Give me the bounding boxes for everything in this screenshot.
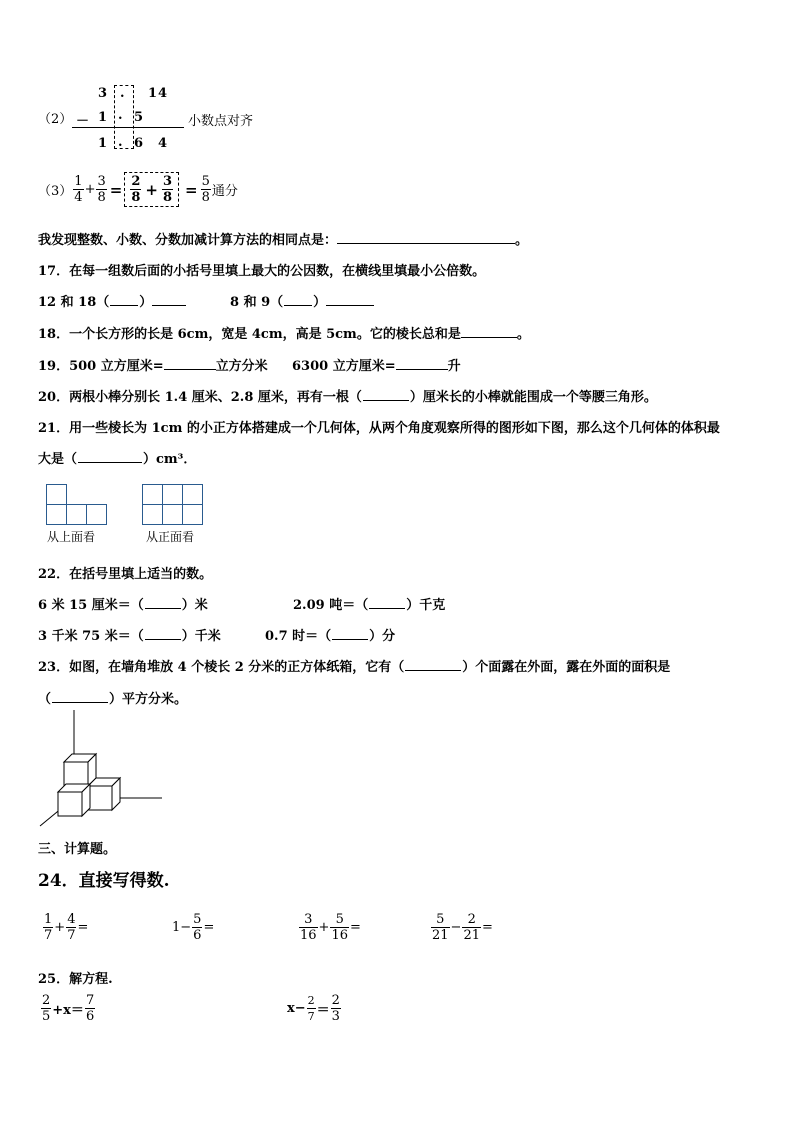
q20-question: 20．两根小棒分别长 1.4 厘米、2.8 厘米，再有一根（ ）厘米长的小棒就能围成一个等腰三角形。 <box>38 390 657 405</box>
item2-r2-dot: . <box>118 108 123 123</box>
item3-label: （3） <box>38 184 73 199</box>
discovery-line: 我发现整数、小数、分数加减计算方法的相同点是： 。 <box>38 229 528 248</box>
q24-title: 24．直接写得数. <box>38 871 170 891</box>
q22-question: 22．在括号里填上适当的数。 <box>38 567 213 582</box>
item3-box-plus: + <box>145 180 158 199</box>
item3-box-fraction-1: $\frac{2}{8}$ <box>131 174 141 205</box>
q22-item-a: 6 米 15 厘米＝（ ）米 <box>38 598 208 613</box>
item3-box-fraction-2: $\frac{3}{8}$ <box>162 174 172 205</box>
q25-equation-1: $\frac{2}{5}$ +x＝ $\frac{7}{6}$ <box>42 993 95 1024</box>
section-3-heading: 三、计算题。 <box>38 842 117 857</box>
item2-label: （2） <box>38 112 73 127</box>
q21-front-view-cell <box>182 484 203 505</box>
item2-r2-d3: 5 <box>134 110 144 125</box>
q17-gcd-blank-a[interactable] <box>110 293 138 306</box>
item2-r3-d3: 6 <box>134 136 144 151</box>
item2-r3-d4: 4 <box>158 136 168 151</box>
q23-question-line2: （ ）平方分米。 <box>38 692 188 707</box>
q23-answer-blank-area[interactable] <box>52 690 108 703</box>
q22-answer-blank-c[interactable] <box>145 627 181 640</box>
q24-expression-3: $\frac{3}{16}$ + $\frac{5}{16}$ = <box>300 912 361 943</box>
discovery-text: 我发现整数、小数、分数加减计算方法的相同点是： <box>38 233 338 248</box>
q21-front-view-cell <box>142 484 163 505</box>
q22-answer-blank-b[interactable] <box>369 596 405 609</box>
q21-top-view-cell <box>46 504 67 525</box>
q25-title: 25．解方程. <box>38 972 113 987</box>
q21-top-view-cell <box>66 504 87 525</box>
q17-gcd-blank-b[interactable] <box>284 293 312 306</box>
item3-result-fraction: $\frac{5}{8}$ <box>201 174 210 205</box>
item2-r3-d1: 1 <box>98 136 108 151</box>
discovery-answer-blank[interactable] <box>337 229 515 244</box>
q23-corner-cubes-figure <box>36 708 166 830</box>
item3-fraction-1: $\frac{1}{4}$ <box>74 174 83 205</box>
item3-block <box>38 172 238 207</box>
q18-answer-blank[interactable] <box>461 323 517 338</box>
q21-front-view-label: 从正面看 <box>146 530 195 544</box>
q24-expression-1: $\frac{1}{7}$ + $\frac{4}{7}$ = <box>44 912 89 943</box>
item2-minus: － <box>76 114 90 129</box>
q18-question: 18．一个长方形的长是 6cm，宽是 4cm，高是 5cm。它的棱长总和是 。 <box>38 323 530 342</box>
q20-answer-blank[interactable] <box>363 388 409 401</box>
q21-question-line1: 21．用一些棱长为 1cm 的小正方体搭建成一个几何体，从两个角度观察所得的图形如下图，那么这个几何体的体积最 <box>38 421 720 436</box>
item2-r2-d1: 1 <box>98 110 108 125</box>
item2-r1-d1: 3 <box>98 86 108 101</box>
item3-plus: + <box>84 182 96 197</box>
q21-top-view-cell <box>86 504 107 525</box>
q21-front-view-cell <box>162 504 183 525</box>
item2-alignment-box <box>114 85 134 149</box>
q22-item-c: 3 千米 75 米＝（ ）千米 <box>38 629 221 644</box>
q19-answer-blank-a[interactable] <box>164 355 216 370</box>
q17-pair-b: 8 和 9（ ） <box>230 291 374 310</box>
q24-expression-2: 1− $\frac{5}{6}$ = <box>172 912 215 943</box>
q21-front-view-cell <box>182 504 203 525</box>
q17-question: 17．在每一组数后面的小括号里填上最大的公因数，在横线里填最小公倍数。 <box>38 264 486 279</box>
q22-answer-blank-a[interactable] <box>145 596 181 609</box>
item2-r1-d4: 4 <box>158 86 168 101</box>
item3-equals: = <box>109 180 123 199</box>
q19-question-b: 6300 立方厘米= 升 <box>292 355 461 374</box>
q22-item-b: 2.09 吨＝（ ）千克 <box>293 598 446 613</box>
item3-fraction-2: $\frac{3}{8}$ <box>97 174 106 205</box>
item2-r1-d3: 1 <box>148 86 158 101</box>
q17-lcm-blank-b[interactable] <box>326 291 374 306</box>
q23-answer-blank-faces[interactable] <box>405 658 461 671</box>
q22-answer-blank-d[interactable] <box>332 627 368 640</box>
q21-top-view-label: 从上面看 <box>47 530 96 544</box>
item2-r1-dot: . <box>120 86 125 101</box>
item3-note: 通分 <box>211 184 238 199</box>
q21-answer-blank[interactable] <box>78 450 142 463</box>
q25-equation-2: x− $\frac{2}{7}$ ＝ $\frac{2}{3}$ <box>287 993 340 1024</box>
q17-pair-a: 12 和 18（ ） <box>38 291 186 310</box>
q22-item-d: 0.7 时＝（ ）分 <box>265 629 396 644</box>
q23-question-line1: 23．如图，在墙角堆放 4 个棱长 2 分米的正方体纸箱，它有（ ）个面露在外面，露在外面的面积是 <box>38 660 671 675</box>
item2-r3-dot: . <box>118 135 123 150</box>
q21-front-view-cell <box>142 504 163 525</box>
q21-front-view-cell <box>162 484 183 505</box>
q24-expression-4: $\frac{5}{21}$ − $\frac{2}{21}$ = <box>432 912 493 943</box>
item2-note: 小数点对齐 <box>188 114 254 129</box>
q19-answer-blank-b[interactable] <box>396 355 448 370</box>
item3-common-denominator-box <box>124 172 179 207</box>
q21-top-view-cell <box>46 484 67 505</box>
q19-question-a: 19．500 立方厘米= 立方分米 <box>38 355 268 374</box>
q17-lcm-blank-a[interactable] <box>152 291 186 306</box>
q21-question-line2: 大是（ ）cm³． <box>38 452 197 467</box>
item3-equals-2: = <box>185 180 198 199</box>
